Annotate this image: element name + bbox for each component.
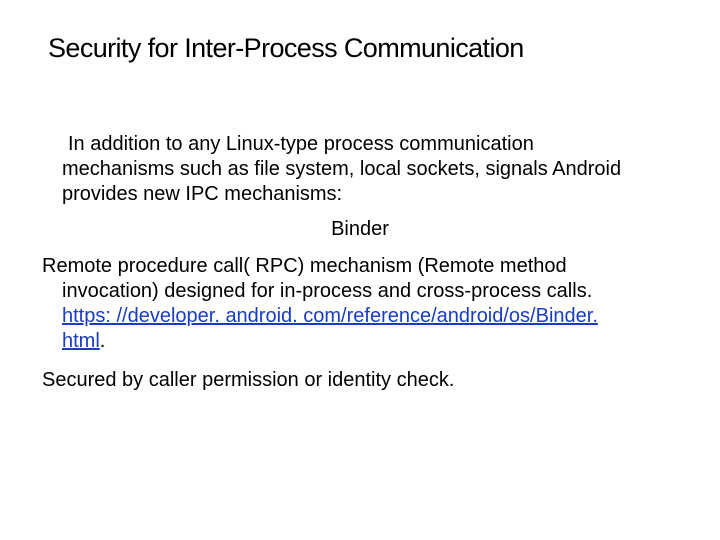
binder-doc-link-line-2 [42,329,598,354]
intro-line-3: provides new IPC mechanisms: [62,183,343,205]
rpc-paragraph [42,254,598,354]
intro-line-2: mechanisms such as file system, local sockets, signals Android [62,158,622,180]
intro-line-1: In addition to any Linux-type process communication [68,133,534,155]
binder-doc-link-end[interactable]: html [62,330,100,352]
security-note: Secured by caller permission or identity check. [42,369,455,391]
binder-doc-link-line [42,304,598,329]
binder-doc-link[interactable]: https: //developer. android. com/reference/android/os/Binder. [62,305,598,327]
rpc-line-2: invocation) designed for in-process and cross-process calls. [62,280,593,302]
slide-title: Security for Inter-Process Communication [48,33,524,63]
binder-heading: Binder [331,218,389,240]
link-period: . [99,330,106,352]
rpc-line-1: Remote procedure call( RPC) mechanism (Remote method [42,255,567,277]
intro-paragraph [62,132,621,207]
